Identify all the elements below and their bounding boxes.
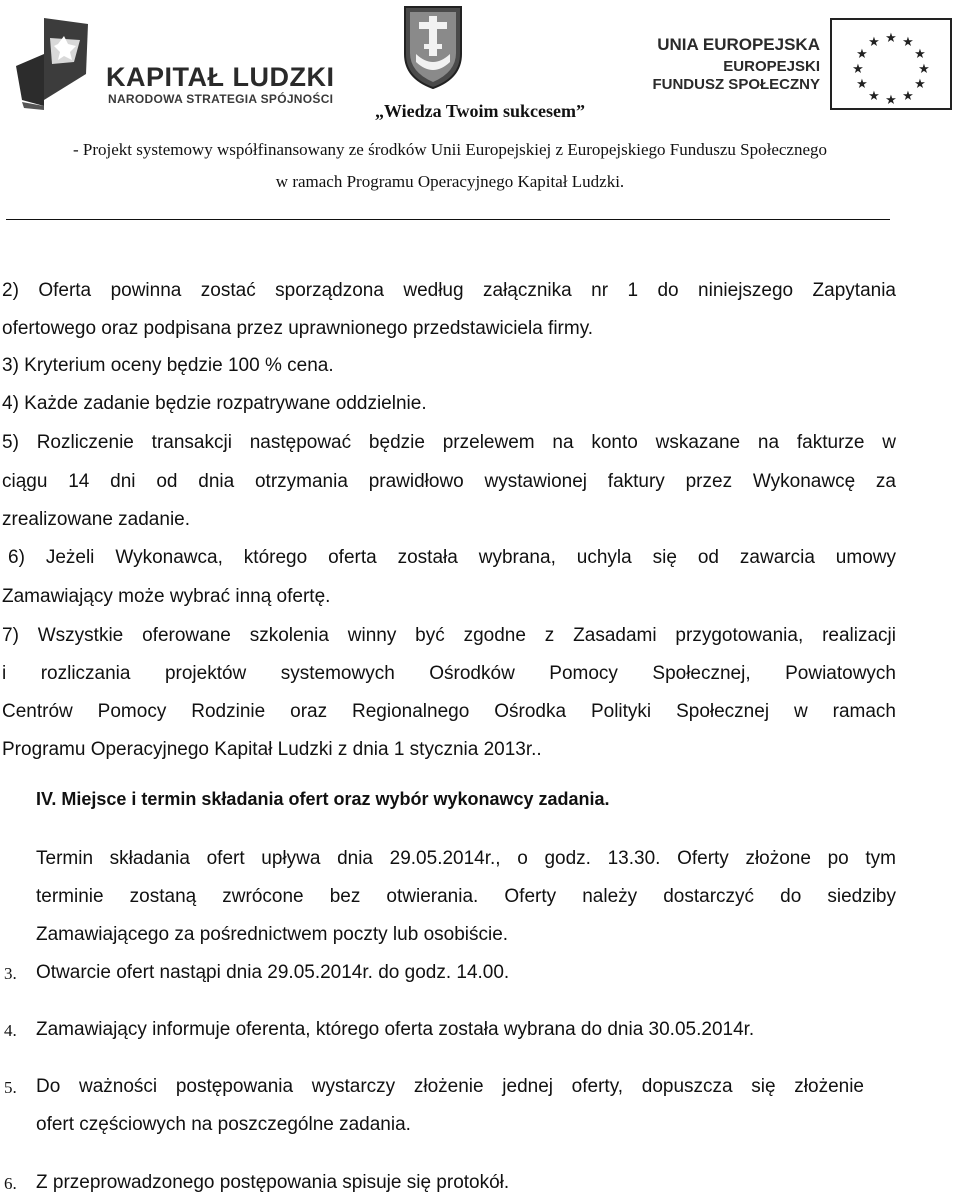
body-line: 2) Oferta powinna zostać sporządzona według załącznika nr 1 do niniejszego Zapytania (2, 280, 896, 301)
item-text: ofert częściowych na poszczególne zadania. (36, 1114, 411, 1135)
eu-logo-text (650, 36, 820, 94)
body-line: 7) Wszystkie oferowane szkolenia winny być zgodne z Zasadami przygotowania, realizacji (2, 625, 896, 646)
term-line: Zamawiającego za pośrednictwem poczty lub osobiście. (36, 924, 509, 945)
svg-text:★: ★ (902, 35, 914, 50)
body-line: Centrów Pomocy Rodzinie oraz Regionalnego Ośrodka Polityki Społecznej w ramach (2, 701, 896, 722)
section-heading: IV. Miejsce i termin składania ofert oraz wybór wykonawcy zadania. (36, 789, 610, 809)
term-line: terminie zostaną zwrócone bez otwierania. Oferty należy dostarczyć do siedziby (36, 886, 896, 907)
body-line: ofertowego oraz podpisana przez uprawnionego przedstawiciela firmy. (2, 318, 594, 339)
kapital-ludzki-emblem-icon (14, 14, 104, 114)
project-line-1: - Projekt systemowy współfinansowany ze środków Unii Europejskiej z Europejskiego Funduszu Społecznego (72, 140, 827, 159)
body-line: 5) Rozliczenie transakcji następować będzie przelewem na konto wskazane na fakturze w (2, 432, 896, 453)
eu-logo-line3: FUNDUSZ SPOŁECZNY (652, 76, 820, 94)
body-line: i rozliczania projektów systemowych Ośrodków Pomocy Społecznej, Powiatowych (2, 663, 896, 684)
header-divider (6, 219, 890, 220)
item-number: 4. (4, 1021, 17, 1040)
body-line: zrealizowane zadanie. (2, 509, 191, 530)
svg-text:★: ★ (902, 89, 914, 104)
item-text: Do ważności postępowania wystarczy złożenie jednej oferty, dopuszcza się złożenie (36, 1076, 864, 1097)
body-line: ciągu 14 dni od dnia otrzymania prawidłowo wystawionej faktury przez Wykonawcę za (2, 471, 896, 492)
motto: „Wiedza Twoim sukcesem” (375, 101, 585, 121)
svg-text:★: ★ (856, 77, 868, 92)
item-text: Z przeprowadzonego postępowania spisuje się protokół. (36, 1172, 510, 1193)
body-line: 6) Jeżeli Wykonawca, którego oferta została wybrana, uchyla się od zawarcia umowy (8, 547, 896, 568)
svg-text:★: ★ (918, 62, 930, 77)
kapital-ludzki-subtitle: NARODOWA STRATEGIA SPÓJNOŚCI (108, 92, 334, 106)
item-text: Zamawiający informuje oferenta, którego oferta została wybrana do dnia 30.05.2014r. (36, 1019, 755, 1040)
item-text: Otwarcie ofert nastąpi dnia 29.05.2014r. do godz. 14.00. (36, 962, 510, 983)
body-line: 4) Każde zadanie będzie rozpatrywane oddzielnie. (2, 393, 427, 414)
eu-logo-line2: EUROPEJSKI (723, 57, 820, 75)
project-line-2: w ramach Programu Operacyjnego Kapitał Ludzki. (275, 172, 625, 191)
eu-stars-flag-icon (830, 18, 952, 110)
body-line: Programu Operacyjnego Kapitał Ludzki z dnia 1 stycznia 2013r.. (2, 739, 542, 760)
svg-text:★: ★ (885, 93, 897, 108)
kapital-ludzki-logo (14, 14, 344, 114)
svg-text:★: ★ (852, 62, 864, 77)
svg-text:★: ★ (868, 89, 880, 104)
svg-text:★: ★ (914, 77, 926, 92)
eu-logo-line1: UNIA EUROPEJSKA (657, 35, 820, 54)
body-line: Zamawiający może wybrać inną ofertę. (2, 586, 331, 607)
coat-of-arms-icon (402, 4, 464, 90)
term-line: Termin składania ofert upływa dnia 29.05.2014r., o godz. 13.30. Oferty złożone po tym (36, 848, 896, 869)
svg-text:★: ★ (868, 35, 880, 50)
item-number: 3. (4, 964, 17, 983)
item-number: 6. (4, 1174, 17, 1193)
svg-text:★: ★ (856, 47, 868, 62)
item-number: 5. (4, 1078, 17, 1097)
kapital-ludzki-title: KAPITAŁ LUDZKI (106, 62, 335, 92)
svg-text:★: ★ (914, 47, 926, 62)
body-line: 3) Kryterium oceny będzie 100 % cena. (2, 355, 334, 376)
svg-text:★: ★ (885, 31, 897, 46)
